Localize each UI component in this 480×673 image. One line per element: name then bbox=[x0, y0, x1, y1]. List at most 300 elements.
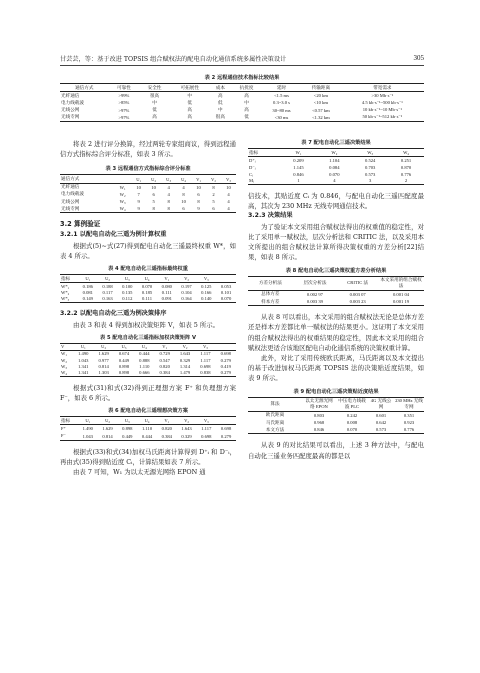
table-cell: 0.838 bbox=[195, 369, 215, 376]
table-cell: 50 kb·s⁻¹~512 kb·s⁻¹ bbox=[341, 114, 424, 122]
page-number: 305 bbox=[413, 54, 424, 62]
table-cell: 10 bbox=[226, 184, 231, 190]
table-cell: 0.698 bbox=[220, 426, 232, 432]
table-cell: 1.490 bbox=[78, 351, 89, 357]
table-cell: 8 bbox=[182, 191, 185, 197]
table-cell: >99% bbox=[118, 93, 130, 99]
table-cell: 0.185 bbox=[141, 290, 153, 296]
table-cell: 0.642 bbox=[375, 420, 387, 426]
table-cell: 0.080 bbox=[161, 284, 172, 290]
table-cell: 2 bbox=[388, 178, 424, 185]
table-cell: 0.444 bbox=[137, 432, 157, 440]
table8-header: 层次分析法 bbox=[293, 276, 338, 290]
table-cell: <10 km bbox=[313, 100, 328, 106]
table-cell: 无线专网 bbox=[60, 205, 114, 213]
table-row bbox=[60, 191, 236, 198]
table2-header: 可拓展性 bbox=[170, 84, 210, 92]
table-cell: 0.008 bbox=[346, 420, 358, 426]
table-cell: 很高 bbox=[209, 114, 231, 122]
table-cell: 4 bbox=[182, 184, 185, 190]
table3-header bbox=[114, 175, 131, 183]
table-row bbox=[248, 178, 424, 185]
table-cell: 高 bbox=[187, 107, 192, 113]
table5-header: U₃ bbox=[114, 343, 134, 350]
table-row bbox=[248, 298, 424, 306]
table-cell: 0.070 bbox=[216, 296, 236, 303]
table6-header-blank bbox=[216, 417, 236, 425]
table-cell: 0.573 bbox=[365, 172, 376, 178]
table-cell: 0.070 bbox=[329, 172, 340, 178]
subsection-heading: 3.2.2 以配电自动化三遥为例决策排序 bbox=[60, 310, 167, 317]
table4-header: V₃ bbox=[196, 275, 216, 283]
table7-header: W₂ bbox=[316, 149, 352, 157]
table-cell: 6 bbox=[176, 205, 191, 213]
table-cell: 0.117 bbox=[102, 290, 113, 296]
table-cell: >85% bbox=[118, 100, 130, 106]
table-cell: 0.111 bbox=[137, 296, 157, 303]
table-row bbox=[60, 369, 236, 376]
table-cell: 0.698 bbox=[220, 351, 231, 357]
table-cell: 4 bbox=[227, 199, 230, 205]
table-cell: D⁻ᵢ bbox=[249, 164, 256, 170]
table-cell: 0.923 bbox=[403, 420, 415, 426]
paragraph: 根据式(31)和式(32)得到正理想方案 F⁺ 和负理想方案 F⁻，如表 6 所示。 bbox=[60, 383, 236, 402]
table-cell: 0.003 39 bbox=[293, 298, 338, 306]
table4 bbox=[60, 274, 236, 303]
table-cell: 0.703 bbox=[365, 165, 376, 171]
table-cell: 0.111 bbox=[161, 290, 172, 296]
table-cell: <1.32 km bbox=[301, 114, 341, 122]
table-cell: 4.5 kb·s⁻¹~500 kb·s⁻¹ bbox=[361, 99, 403, 105]
table-cell: 0.101 bbox=[220, 290, 232, 296]
table-cell: 0.776 bbox=[400, 172, 412, 178]
table-cell: 0.977 bbox=[98, 357, 109, 363]
table3-header: V₃ bbox=[221, 175, 236, 183]
table-cell: 0.419 bbox=[220, 363, 231, 369]
table-cell: 4 bbox=[167, 191, 170, 197]
table6 bbox=[60, 416, 236, 441]
table-cell: F⁻ bbox=[60, 432, 78, 440]
table-cell: W₁ bbox=[61, 351, 67, 357]
table-cell: 4 bbox=[167, 184, 170, 190]
table-cell: 0.449 bbox=[118, 357, 130, 363]
table-cell: 1.110 bbox=[139, 363, 150, 369]
table-cell: 10 bbox=[181, 199, 186, 205]
paragraph: 此外，对比了采用传统欧氏距离，马氏距离以及本文提出的基于改进加权马氏距离 TOPSIS 法的决策贴近度结果，如表 9 所示。 bbox=[248, 354, 424, 383]
table8-header: CRITIC 法 bbox=[337, 276, 378, 290]
table-cell: W₁ bbox=[119, 184, 126, 190]
table-cell: 0.166 bbox=[201, 290, 212, 296]
table-cell: 0.001 04 bbox=[392, 291, 410, 297]
table-cell: W*₂ bbox=[61, 290, 70, 296]
table2-header: 抗扰度 bbox=[231, 84, 262, 92]
table-cell: 0.125 bbox=[201, 284, 212, 290]
table-cell: 0.329 bbox=[177, 432, 197, 440]
table-cell: 0.846 bbox=[302, 426, 336, 434]
table-cell: 0.053 bbox=[220, 284, 232, 290]
table5-header: V bbox=[60, 343, 73, 350]
table-cell: 低 bbox=[218, 99, 223, 105]
table-cell: 1.110 bbox=[141, 426, 153, 432]
table-cell: 1.043 bbox=[78, 357, 89, 363]
paragraph: 根据式(5)~式(27)得到配电自动化三遥最终权重 W*，如表 4 所示。 bbox=[60, 241, 236, 261]
table-cell: 中 bbox=[187, 92, 192, 98]
table-cell: 1.117 bbox=[200, 357, 211, 363]
table5-header: U₁ bbox=[73, 343, 93, 350]
table-cell: 10 bbox=[151, 184, 156, 190]
paragraph: 为了验证本文采用组合赋权法得出的权重值的稳定性，对比了采用单一赋权法，层次分析法和 CRITIC 法，以及采用本文所提出的组合赋权法计算所得决策权重的方差分析[22]结果，如表 8 所示。 bbox=[248, 222, 424, 262]
table5-header: U₂ bbox=[93, 343, 113, 350]
table-cell: 0.251 bbox=[400, 158, 412, 164]
paragraph: 由表 3 和表 4 得到加权决策矩阵 V，如表 5 所示。 bbox=[73, 320, 220, 329]
table-row bbox=[248, 411, 424, 419]
table-cell: 中 bbox=[152, 99, 157, 105]
table6-header: U₂ bbox=[98, 417, 118, 425]
table4-header: 指标 bbox=[60, 275, 78, 283]
table-cell: F⁺ bbox=[61, 425, 66, 431]
table-cell: 3 bbox=[352, 178, 388, 185]
table-cell: 8 bbox=[146, 205, 161, 213]
table-row bbox=[60, 363, 236, 369]
table-cell: 0.112 bbox=[117, 296, 137, 303]
table-cell: 低 bbox=[231, 114, 262, 122]
table-row bbox=[60, 283, 236, 290]
table-row bbox=[60, 99, 424, 106]
table-cell: 0.666 bbox=[134, 369, 154, 376]
paragraph: 根据式(33)和式(34)加权马氏距离计算得到 D⁺ᵢ 和 D⁻ᵢ，再由式(35)得到贴近度 Cᵢ，计算结果如表 7 所示。 bbox=[60, 447, 236, 466]
table9-header: 以太无源光网络 EPON bbox=[302, 397, 336, 411]
table-cell: 0.846 bbox=[293, 172, 304, 178]
table-cell: 0.140 bbox=[196, 296, 216, 303]
table-cell: W₄ bbox=[114, 205, 131, 213]
table-cell: 0.070 bbox=[141, 284, 153, 290]
table6-header: V₂ bbox=[177, 417, 197, 425]
table7-header: W₄ bbox=[388, 149, 424, 157]
table6-header: V₃ bbox=[196, 417, 216, 425]
table-cell: 0.449 bbox=[117, 432, 137, 440]
table7 bbox=[248, 148, 424, 185]
table-cell: 8 bbox=[212, 184, 215, 190]
table-cell: 高 bbox=[218, 92, 223, 98]
table2-header: 传输距离 bbox=[301, 84, 341, 92]
table-cell: 0.186 bbox=[82, 284, 93, 290]
table-cell: 2 bbox=[212, 191, 215, 197]
table-cell: 0.100 bbox=[122, 284, 133, 290]
table-cell: W*₃ bbox=[60, 296, 78, 303]
table-cell: >97% bbox=[109, 114, 140, 122]
table-cell: 8 bbox=[197, 199, 200, 205]
table-cell: 0.698 bbox=[200, 363, 211, 369]
table5-header: V₃ bbox=[195, 343, 215, 350]
table3-header: U₂ bbox=[146, 175, 161, 183]
table-cell: 1.643 bbox=[179, 351, 191, 357]
table4-header: U₁ bbox=[78, 275, 98, 283]
table8-caption: 表 8 配电自动化三遥决策权重方差分析结果 bbox=[285, 267, 387, 274]
table-row bbox=[60, 198, 236, 205]
table5-header: V₂ bbox=[175, 343, 195, 350]
table-cell: 0.279 bbox=[216, 432, 236, 440]
table-cell: 欧氏距离 bbox=[265, 412, 285, 418]
table7-header: 指标 bbox=[248, 149, 281, 157]
table-cell: 马氏距离 bbox=[265, 419, 285, 425]
table-cell: 0.188 bbox=[102, 284, 113, 290]
table-cell: 7 bbox=[137, 191, 140, 197]
table9-header: 4G 无线公网 bbox=[368, 397, 394, 411]
table-cell: 1.043 bbox=[78, 432, 98, 440]
table9-header: 中压电力线载波 PLC bbox=[336, 397, 368, 411]
paragraph: 将表 2 进行评分换算，经过两轮专家组商议，得到远程通信方式指标综合评分标准，如表 3 所示。 bbox=[60, 140, 236, 159]
table3-header: V₂ bbox=[206, 175, 221, 183]
header-title: 甘芸芸，等：基于改进 TOPSIS 组合赋权法的配电自动化通信系统多属性决策设计 bbox=[60, 56, 287, 63]
table-cell: 1.104 bbox=[329, 158, 340, 164]
table-row bbox=[60, 432, 236, 440]
table-cell: 0.001 19 bbox=[378, 298, 424, 306]
table2-caption: 表 2 远程通信技术指标比较结果 bbox=[204, 75, 280, 81]
table-cell: 1.629 bbox=[102, 426, 113, 432]
table-cell: 1.341 bbox=[73, 369, 93, 376]
table-cell: 4 bbox=[221, 205, 236, 213]
table6-caption: 表 6 配电自动化三遥理想决策方案 bbox=[108, 408, 188, 415]
table2-block bbox=[60, 74, 424, 122]
table-cell: 0.898 bbox=[118, 363, 130, 369]
table-cell: 6 bbox=[206, 205, 221, 213]
table-cell: 1 bbox=[281, 178, 317, 185]
table-cell: 1.490 bbox=[82, 426, 93, 432]
section-heading: 3.2 算例验证 bbox=[60, 220, 101, 229]
table-cell: <1.5 ms bbox=[274, 93, 289, 99]
table5-header: V₁ bbox=[155, 343, 175, 350]
table5-header: U₄ bbox=[134, 343, 154, 350]
table-cell: 0.573 bbox=[368, 426, 394, 434]
table6-header: V₁ bbox=[157, 417, 177, 425]
table-cell: 0.329 bbox=[179, 357, 191, 363]
table-cell: 0.242 bbox=[346, 412, 358, 418]
table-row bbox=[248, 419, 424, 426]
running-header bbox=[60, 54, 424, 66]
table2-header: 成本 bbox=[209, 84, 231, 92]
table-cell: 5 bbox=[152, 199, 155, 205]
table-cell: 0.084 bbox=[329, 165, 340, 171]
table6-header: 指标 bbox=[60, 417, 78, 425]
table-cell: 0.279 bbox=[216, 369, 236, 376]
table-row bbox=[248, 157, 424, 165]
table-cell: 10 bbox=[196, 184, 201, 190]
table-cell: 总体方差 bbox=[261, 291, 280, 297]
table2-header: 安全性 bbox=[139, 84, 170, 92]
table-cell: <0.57 km bbox=[312, 107, 330, 113]
table2 bbox=[60, 83, 424, 122]
table-row bbox=[60, 183, 236, 191]
table2-header: 通信方式 bbox=[60, 84, 109, 92]
left-column bbox=[60, 139, 236, 477]
table-cell: 0.384 bbox=[155, 369, 175, 376]
table-cell: 样本方差 bbox=[248, 298, 293, 306]
table-cell: 0.547 bbox=[159, 357, 170, 363]
table-cell: 4 bbox=[316, 178, 352, 185]
table-cell: 0.135 bbox=[122, 290, 133, 296]
table4-header: V₂ bbox=[177, 275, 197, 283]
table-row bbox=[248, 164, 424, 171]
table-cell: 0.279 bbox=[220, 357, 231, 363]
table-cell: 0.384 bbox=[157, 432, 177, 440]
table-cell: 9 bbox=[191, 205, 206, 213]
table-cell: 1.341 bbox=[78, 363, 89, 369]
table-cell: 6 bbox=[197, 191, 200, 197]
table-cell: 光纤通信 bbox=[61, 184, 80, 190]
table3-header: V₁ bbox=[191, 175, 206, 183]
table-cell: 0.698 bbox=[196, 432, 216, 440]
table-cell: 无线公网 bbox=[61, 198, 80, 204]
table-cell: >97% bbox=[118, 107, 130, 113]
table-cell: 9 bbox=[137, 199, 140, 205]
table-cell: 低 bbox=[187, 99, 192, 105]
table-row bbox=[60, 290, 236, 296]
table-cell: W*₁ bbox=[61, 284, 70, 290]
table8 bbox=[248, 276, 424, 307]
table9-header: 算法 bbox=[248, 397, 302, 411]
table-row bbox=[60, 107, 424, 114]
table-cell: 0.163 bbox=[98, 296, 118, 303]
table-cell: 1.479 bbox=[175, 369, 195, 376]
table-cell: 0.814 bbox=[98, 363, 109, 369]
table-cell: 高 bbox=[139, 114, 170, 122]
table6-header: U₁ bbox=[78, 417, 98, 425]
table4-caption: 表 4 配电自动化三遥指标最终权重 bbox=[108, 266, 188, 273]
table-cell: 0.081 bbox=[82, 290, 93, 296]
table-cell: Cᵢ bbox=[249, 172, 253, 178]
table-cell: <20 km bbox=[313, 93, 328, 99]
table-cell: 10 bbox=[136, 184, 141, 190]
table-cell: 无线公网 bbox=[61, 107, 80, 113]
table-cell: 0.3~3.0 s bbox=[273, 100, 290, 106]
table-row bbox=[60, 114, 424, 122]
table-cell: 0.601 bbox=[375, 412, 387, 418]
paragraph: 信技术，其贴近度 Cᵢ 为 0.846，与配电自动化三遥匹配度最高，其次为 230 MHz 无线专网通信技术。 bbox=[248, 191, 424, 211]
table3 bbox=[60, 174, 236, 213]
table-cell: 1.303 bbox=[93, 369, 113, 376]
table-cell: 0.729 bbox=[159, 351, 170, 357]
table2-header: 带宽需求 bbox=[341, 84, 424, 92]
table9-header: 230 MHz 无线专网 bbox=[394, 397, 424, 411]
paragraph: 由表 7 可知，W₁ 为以太无源光网络 EPON 通 bbox=[73, 468, 206, 477]
table-cell: 电力线载波 bbox=[61, 99, 84, 105]
table-cell: 9 bbox=[131, 205, 146, 213]
table-cell: 很高 bbox=[149, 92, 160, 98]
table-cell: W₂ bbox=[119, 191, 126, 197]
table-cell: 低 bbox=[152, 107, 157, 113]
table-cell: 0.003 23 bbox=[337, 298, 378, 306]
subsection-heading: 3.2.1 以配电自动化三遥为例计算权重 bbox=[60, 231, 167, 239]
table-row bbox=[60, 205, 236, 213]
table-cell: 0.070 bbox=[336, 426, 368, 434]
table4-header: U₄ bbox=[137, 275, 157, 283]
table-cell: 0.444 bbox=[139, 351, 150, 357]
table3-header: 通信方式 bbox=[60, 175, 114, 183]
table-cell: 0.351 bbox=[403, 412, 415, 418]
table-cell: 0.898 bbox=[114, 369, 134, 376]
table3-header: U₁ bbox=[131, 175, 146, 183]
table-cell: 高 bbox=[244, 107, 249, 113]
table9 bbox=[248, 397, 424, 435]
table5-header-blank bbox=[216, 343, 236, 350]
table-cell: 0.209 bbox=[293, 158, 304, 164]
table7-header: W₃ bbox=[352, 149, 388, 157]
table7-header: W₁ bbox=[281, 149, 317, 157]
table-cell: 10 kb·s⁻¹~10 Mb·s⁻¹ bbox=[362, 107, 402, 113]
table-cell: 30~80 ms bbox=[272, 107, 291, 113]
table2-header: 延时 bbox=[262, 84, 301, 92]
table-cell: 电力线载波 bbox=[61, 191, 84, 197]
table-cell: 8 bbox=[161, 205, 176, 213]
table-cell: 本文方法 bbox=[248, 426, 302, 434]
table5-caption: 表 5 配电自动化三遥指标加权决策矩阵 V bbox=[99, 334, 197, 341]
table-cell: <30 ms bbox=[262, 114, 301, 122]
table-cell: 8 bbox=[167, 199, 170, 205]
table-cell: 0.803 bbox=[313, 412, 325, 418]
table4-header: V₁ bbox=[157, 275, 177, 283]
table-cell: 无线专网 bbox=[60, 114, 109, 122]
table-cell: 1.117 bbox=[201, 426, 212, 432]
table-cell: Mᵢ bbox=[248, 178, 281, 185]
table-cell: 0.003 07 bbox=[349, 291, 366, 297]
table-cell: 1.117 bbox=[200, 351, 211, 357]
table-cell: 0.814 bbox=[98, 432, 118, 440]
table-cell: 0.898 bbox=[122, 426, 133, 432]
table8-header: 方差分析法 bbox=[248, 276, 293, 290]
table6-header: U₄ bbox=[137, 417, 157, 425]
paragraph: 从表 8 可以看出，本文采用的组合赋权法无论是总体方差还是样本方差都比单一赋权法的结果更小。这证明了本文采用的组合赋权法得出的权重结果的稳定性，因此本文采用的组合赋权法更适合该地区配电自动化通信系统的决策权重计算。 bbox=[248, 313, 424, 352]
table4-header-blank bbox=[216, 275, 236, 283]
table-cell: >30 Mb·s⁻¹ bbox=[371, 92, 394, 98]
table-cell: 0.776 bbox=[394, 426, 424, 434]
table-cell: 光纤通信 bbox=[61, 92, 80, 98]
table-cell: 1.145 bbox=[293, 165, 304, 171]
table-cell: 0.104 bbox=[181, 290, 192, 296]
table-cell: 4 bbox=[227, 191, 230, 197]
subsection-heading: 3.2.3 决策结果 bbox=[248, 212, 293, 220]
table-cell: D⁺ᵢ bbox=[249, 157, 256, 163]
table-cell: 高 bbox=[170, 114, 210, 122]
table-cell: 中 bbox=[218, 107, 223, 113]
table4-header: U₃ bbox=[117, 275, 137, 283]
table-cell: W₂ bbox=[61, 357, 67, 363]
table-cell: W₃ bbox=[119, 199, 126, 205]
table3-header: U₃ bbox=[161, 175, 176, 183]
table-cell: 1.629 bbox=[98, 351, 109, 357]
right-column bbox=[248, 139, 424, 461]
paragraph: 从表 9 的对比结果可以看出，上述 3 种方法中，与配电自动化三遥业务匹配度最高的都是以 bbox=[248, 441, 424, 460]
table-row bbox=[248, 426, 424, 434]
table4-header: U₂ bbox=[98, 275, 118, 283]
table-cell: 0.164 bbox=[177, 296, 197, 303]
table-cell: 5 bbox=[212, 199, 215, 205]
table9-caption: 表 9 配电自动化三遥决策贴近度结果 bbox=[293, 388, 379, 395]
table-row bbox=[60, 296, 236, 303]
table-row bbox=[60, 92, 424, 100]
table7-caption: 表 7 配电自动化三遥决策结果 bbox=[301, 140, 371, 146]
table-cell: W₃ bbox=[61, 363, 67, 369]
table-cell: 0.197 bbox=[181, 284, 192, 290]
table-cell: 高 bbox=[244, 92, 249, 98]
table-cell: 0.149 bbox=[78, 296, 98, 303]
table-cell: 1.314 bbox=[179, 363, 191, 369]
table-cell: 0.820 bbox=[161, 426, 172, 432]
table-row bbox=[248, 290, 424, 298]
table5 bbox=[60, 343, 236, 377]
table-cell: 1.643 bbox=[181, 426, 192, 432]
table-cell: 0.968 bbox=[313, 420, 325, 426]
table6-header: U₃ bbox=[117, 417, 137, 425]
